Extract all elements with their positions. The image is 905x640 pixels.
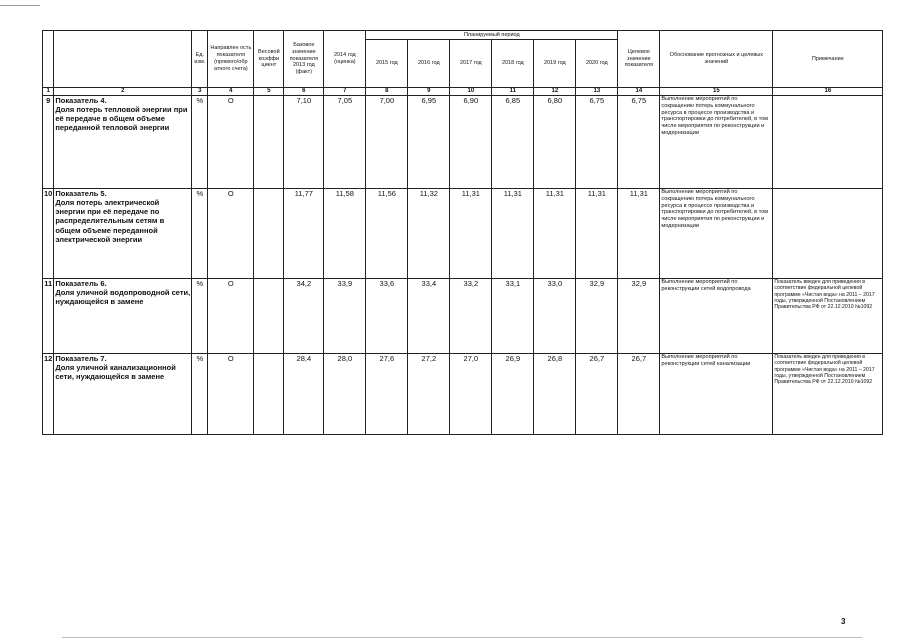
col-number: 7 [324,88,366,96]
weight-cell [254,96,284,189]
col-number: 8 [366,88,408,96]
col-number: 5 [254,88,284,96]
header-name-cell [54,31,192,88]
header-direction: Направлен ость показателя (прямого/обр атного счета) [208,31,254,88]
col-number: 10 [450,88,492,96]
year-value-cell: 6,95 [408,96,450,189]
direction-cell: О [208,189,254,279]
row-number: 12 [43,354,54,435]
year-value-cell: 27,6 [366,354,408,435]
direction-cell: О [208,354,254,435]
header-estimate: 2014 год (оценка) [324,31,366,88]
estimate-cell: 11,58 [324,189,366,279]
table-row [43,189,883,279]
justification-cell: Выполнение мероприятий по сокращению потерь коммунального ресурса в процессе производства и транспортировки до потребителей, в том числе мероприятия по реконструкции и модернизации [660,189,773,279]
unit-cell: % [192,96,208,189]
indicator-title: Показатель 4. [55,96,107,105]
year-value-cell: 33,0 [534,279,576,354]
indicator-description: Доля уличной водопроводной сети, нуждающейся в замене [55,288,191,307]
row-number: 11 [43,279,54,354]
year-value-cell: 11,56 [366,189,408,279]
col-number: 12 [534,88,576,96]
header-year: 2016 год [408,40,450,88]
year-value-cell: 6,85 [492,96,534,189]
year-value-cell: 6,90 [450,96,492,189]
weight-cell [254,354,284,435]
year-value-cell: 26,7 [576,354,618,435]
direction-cell: О [208,279,254,354]
base-value-cell: 28,4 [284,354,324,435]
year-value-cell: 26,8 [534,354,576,435]
indicator-name-cell [54,189,192,279]
header-weight: Весовой коэффи циент [254,31,284,88]
year-value-cell: 11,31 [450,189,492,279]
year-value-cell: 11,31 [576,189,618,279]
header-remark: Примечание [773,31,883,88]
col-number: 4 [208,88,254,96]
table-row [43,279,883,354]
year-value-cell: 6,80 [534,96,576,189]
year-value-cell: 26,9 [492,354,534,435]
header-planned-period: Планируемый период [366,31,618,40]
target-value-cell: 32,9 [618,279,660,354]
remark-cell: Показатель введен для приведения в соответствие федеральной целевой программе «Чистая вода» на 2011 – 2017 годы, утвержденной Постановлением Правительства РФ от 22.12.2010 №1092 [773,279,883,354]
col-number: 13 [576,88,618,96]
year-value-cell: 11,31 [492,189,534,279]
header-year: 2018 год [492,40,534,88]
indicator-title: Показатель 6. [55,279,107,288]
header-base-value: Базовое значение показателя 2013 год (факт) [284,31,324,88]
col-number: 15 [660,88,773,96]
estimate-cell: 7,05 [324,96,366,189]
header-row-top [43,31,883,40]
year-value-cell: 33,4 [408,279,450,354]
indicator-name-cell [54,279,192,354]
header-year: 2020 год [576,40,618,88]
indicator-description: Доля потерь тепловой энергии при её передаче в общем объеме переданной тепловой энергии [55,105,188,133]
indicator-name-cell [54,354,192,435]
column-numbers-row [43,88,883,96]
justification-cell: Выполнение мероприятий по реконструкции сетей водопровода [660,279,773,354]
indicator-title: Показатель 7. [55,354,107,363]
estimate-cell: 28,0 [324,354,366,435]
year-value-cell: 27,0 [450,354,492,435]
indicator-name-cell [54,96,192,189]
unit-cell: % [192,189,208,279]
col-number: 11 [492,88,534,96]
top-edge-line [0,5,40,6]
justification-cell: Выполнение мероприятий по сокращению потерь коммунального ресурса в процессе производства и транспортировки до потребителей, в том числе мероприятия по реконструкции и модернизации [660,96,773,189]
year-value-cell: 11,32 [408,189,450,279]
year-value-cell: 7,00 [366,96,408,189]
col-number: 1 [43,88,54,96]
year-value-cell: 33,6 [366,279,408,354]
indicator-description: Доля уличной канализационной сети, нуждающейся в замене [55,363,176,382]
year-value-cell: 11,31 [534,189,576,279]
indicator-description: Доля потерь электрической энергии при её передаче по распределительным сетям в общем объеме переданной электрической энергии [55,198,165,244]
col-number: 14 [618,88,660,96]
weight-cell [254,189,284,279]
year-value-cell: 32,9 [576,279,618,354]
target-value-cell: 26,7 [618,354,660,435]
target-value-cell: 11,31 [618,189,660,279]
weight-cell [254,279,284,354]
row-number: 9 [43,96,54,189]
col-number: 6 [284,88,324,96]
year-value-cell: 33,2 [450,279,492,354]
row-number: 10 [43,189,54,279]
page-number: 3 [841,617,846,626]
header-justification: Обоснование прогнозных и целевых значений [660,31,773,88]
header-target: Целевое значение показателя [618,31,660,88]
base-value-cell: 7,10 [284,96,324,189]
year-value-cell: 33,1 [492,279,534,354]
remark-cell: Показатель введен для приведения в соответствие федеральной целевой программе «Чистая вода» на 2011 – 2017 годы, утвержденной Постановлением Правительства РФ от 22.12.2010 №1092 [773,354,883,435]
header-year: 2017 год [450,40,492,88]
table-row [43,354,883,435]
estimate-cell: 33,9 [324,279,366,354]
header-unit: Ед. изм. [192,31,208,88]
header-year: 2015 год [366,40,408,88]
col-number: 3 [192,88,208,96]
col-number: 2 [54,88,192,96]
base-value-cell: 11,77 [284,189,324,279]
col-number: 9 [408,88,450,96]
indicator-title: Показатель 5. [55,189,107,198]
base-value-cell: 34,2 [284,279,324,354]
header-no-cell [43,31,54,88]
indicators-table [42,30,883,435]
remark-cell [773,189,883,279]
bottom-scan-line [62,637,862,638]
unit-cell: % [192,354,208,435]
header-year: 2019 год [534,40,576,88]
year-value-cell: 27,2 [408,354,450,435]
col-number: 16 [773,88,883,96]
direction-cell: О [208,96,254,189]
justification-cell: Выполнение мероприятий по реконструкции сетей канализации [660,354,773,435]
unit-cell: % [192,279,208,354]
target-value-cell: 6,75 [618,96,660,189]
remark-cell [773,96,883,189]
year-value-cell: 6,75 [576,96,618,189]
table-row [43,96,883,189]
